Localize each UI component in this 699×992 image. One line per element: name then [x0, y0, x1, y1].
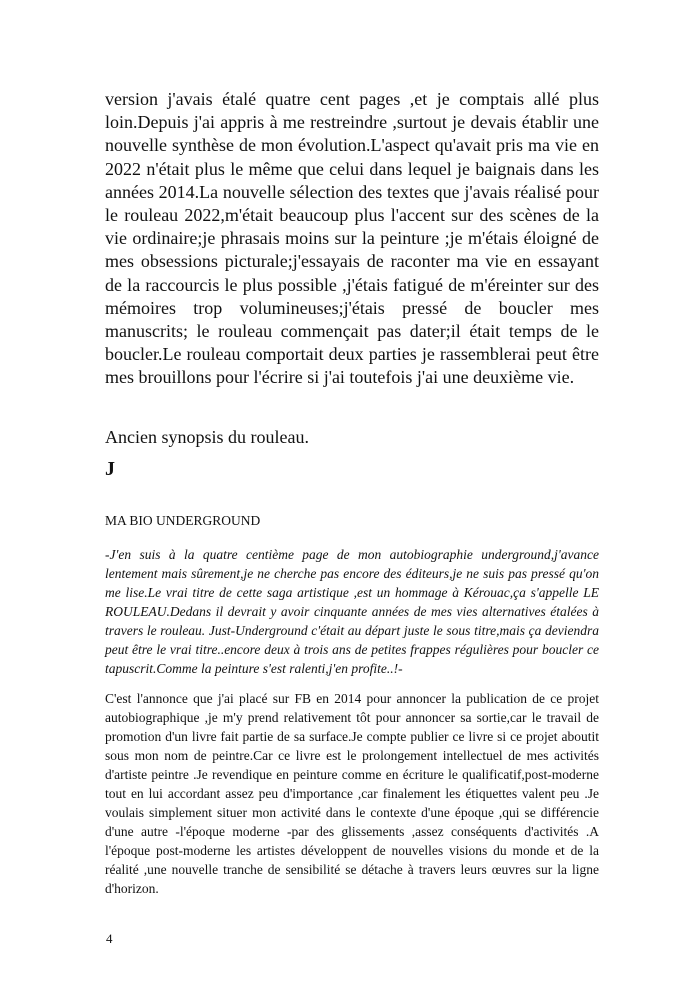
section-letter: J: [105, 458, 115, 480]
page-number: 4: [106, 931, 113, 946]
italic-quote-paragraph: -J'en suis à la quatre centième page de mon autobiographie underground,j'avance lentement mais sûrement,je ne cherche pas encore des éditeurs,je ne suis pas pressé qu'on me lise.Le vrai titre de cette saga artistique ,est un hommage à Kérouac,ça s'appelle LE ROULEAU.Dedans il devrait y avoir cinquante années de mes vies alternatives étalées à travers le rouleau. Just-Underground c'était au départ juste le sous titre,mais ça deviendra peut être le vrai titre..encore deux à trois ans de petites frappes régulières pour boucler ce tapuscrit.Comme la peinture s'est ralenti,j'en profite..!-: [105, 547, 599, 676]
body-paragraph-announcement: C'est l'annonce que j'ai placé sur FB en 2014 pour annoncer la publication de ce projet autobiographique ,je m'y prend relativement tôt pour annoncer sa sortie,car le travail de promotion d'un livre fait partie de sa surface.Je compte publier ce livre si ce projet aboutit sous mon nom de peintre.Car ce livre est le prolongement intellectuel de mes activités d'artiste peintre .Je revendique en peinture comme en écriture le qualificatif,post-moderne tout en lui accordant assez peu d'importance ,car finalement les étiquettes valent peu .Je voulais simplement situer mon activité dans le contexte d'une époque ,qui se différencie d'une autre -l'époque moderne -par des glissements ,assez conséquents d'activités .A l'époque post-moderne les artistes développent de nouvelles visions du monde et de la réalité ,une nouvelle tranche de sensibilité se détache à travers leurs œuvres sur la ligne d'horizon.: [105, 691, 599, 896]
synopsis-heading: Ancien synopsis du rouleau.: [105, 427, 309, 447]
bio-title: MA BIO UNDERGROUND: [105, 513, 261, 528]
body-paragraph-intro: version j'avais étalé quatre cent pages ,et je comptais allé plus loin.Depuis j'ai appris à me restreindre ,surtout je devais établir une nouvelle synthèse de mon évolution.L'aspect qu'avait pris ma vie en 2022 n'était plus le même que celui dans lequel je baignais dans les années 2014.La nouvelle sélection des textes que j'avais réalisé pour le rouleau 2022,m'était beaucoup plus l'accent sur des scènes de la vie ordinaire;je phrasais moins sur la peinture ;je m'étais éloigné de mes obsessions picturale;j'essayais de raconter ma vie en essayant de la raccourcis le plus possible ,j'étais fatigué de m'éreinter sur des mémoires trop volumineuses;j'étais pressé de boucler mes manuscrits; le rouleau commençait pas dater;il était temps de le boucler.Le rouleau comportait deux parties je rassemblerai peut être mes brouillons pour l'écrire si j'ai toutefois j'ai une deuxième vie.: [105, 89, 599, 388]
